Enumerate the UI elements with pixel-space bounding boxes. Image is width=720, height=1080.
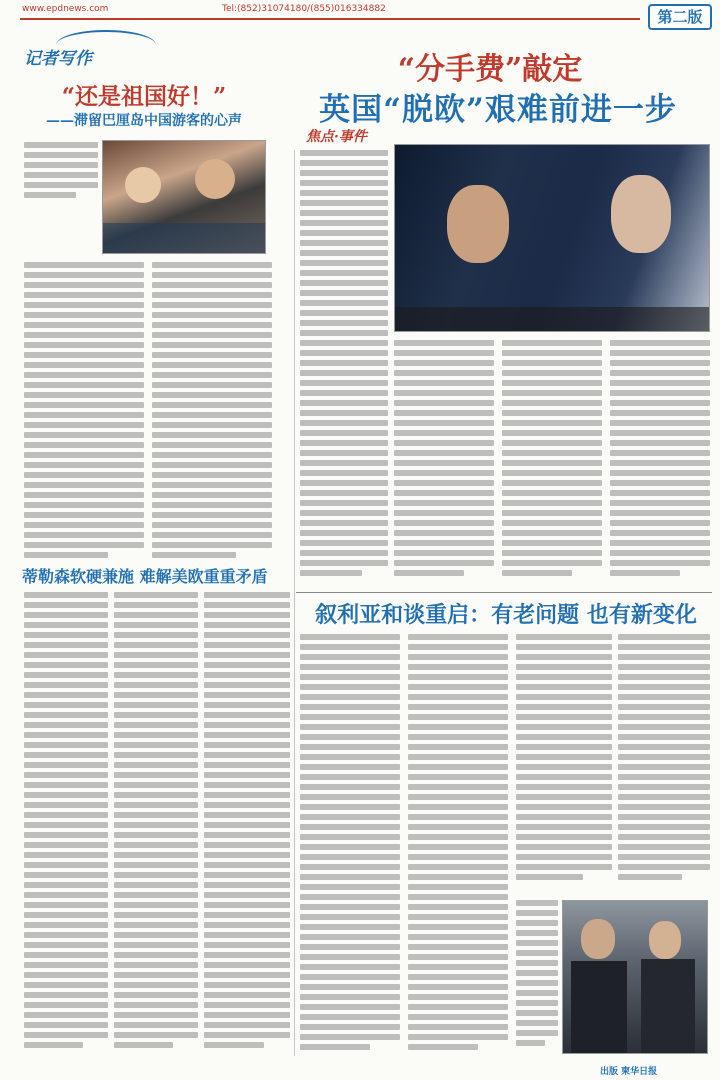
left-lower-headline: 蒂勒森软硬兼施 难解美欧重重矛盾 <box>22 567 268 586</box>
syria-story-body-col4 <box>618 634 710 894</box>
left-lower-body-col1 <box>24 592 108 1056</box>
left-story-subhead: ——滞留巴厘岛中国游客的心声 <box>46 113 242 129</box>
tourists-photo <box>102 140 266 254</box>
envoys-photo <box>562 900 708 1054</box>
syria-story-body-col5 <box>516 900 558 1054</box>
photo-figure <box>649 921 681 959</box>
left-lower-body-col2 <box>114 592 198 1056</box>
left-photo-caption <box>24 142 98 202</box>
photo-shade <box>395 307 709 331</box>
top-info-bar <box>0 0 720 22</box>
right-story-body-col1 <box>300 150 388 586</box>
left-story-body-col1 <box>24 262 144 562</box>
negotiators-photo <box>394 144 710 332</box>
page-number-badge: 第二版 <box>648 4 712 30</box>
section-divider <box>296 592 712 593</box>
photo-figure <box>195 159 235 199</box>
right-story-body-col2 <box>394 340 494 586</box>
photo-figure <box>611 175 671 253</box>
right-story-body-col3 <box>502 340 602 586</box>
syria-story-body-col3 <box>516 634 612 894</box>
syria-story-body-col1 <box>300 634 400 1056</box>
syria-story-body-col2 <box>408 634 508 1056</box>
section-tag-journalist: 记者写作 <box>24 49 92 69</box>
photo-figure <box>447 185 509 263</box>
photo-figure <box>581 919 615 959</box>
top-rule <box>20 18 640 20</box>
publisher-footer: 出版 柬华日报 <box>600 1067 658 1077</box>
site-url[interactable]: www.epdnews.com <box>22 4 109 14</box>
right-story-headline-1: “分手费”敲定 <box>397 52 583 87</box>
contact-phone: Tel:(852)31074180/(855)016334882 <box>222 4 386 14</box>
right-story-body-col4 <box>610 340 710 586</box>
photo-figure <box>125 167 161 203</box>
section-tag-focus: 焦点·事件 <box>306 129 367 145</box>
left-lower-body-col3 <box>204 592 290 1056</box>
left-story-body-col2 <box>152 262 272 562</box>
column-rule <box>294 150 295 1056</box>
photo-shade <box>103 223 265 253</box>
photo-figure <box>571 961 627 1054</box>
syria-story-headline: 叙利亚和谈重启：有老问题 也有新变化 <box>315 602 697 628</box>
photo-figure <box>641 959 695 1054</box>
right-story-headline-2: 英国“脱欧”艰难前进一步 <box>319 92 677 128</box>
left-story-headline: “还是祖国好！” <box>61 83 227 110</box>
